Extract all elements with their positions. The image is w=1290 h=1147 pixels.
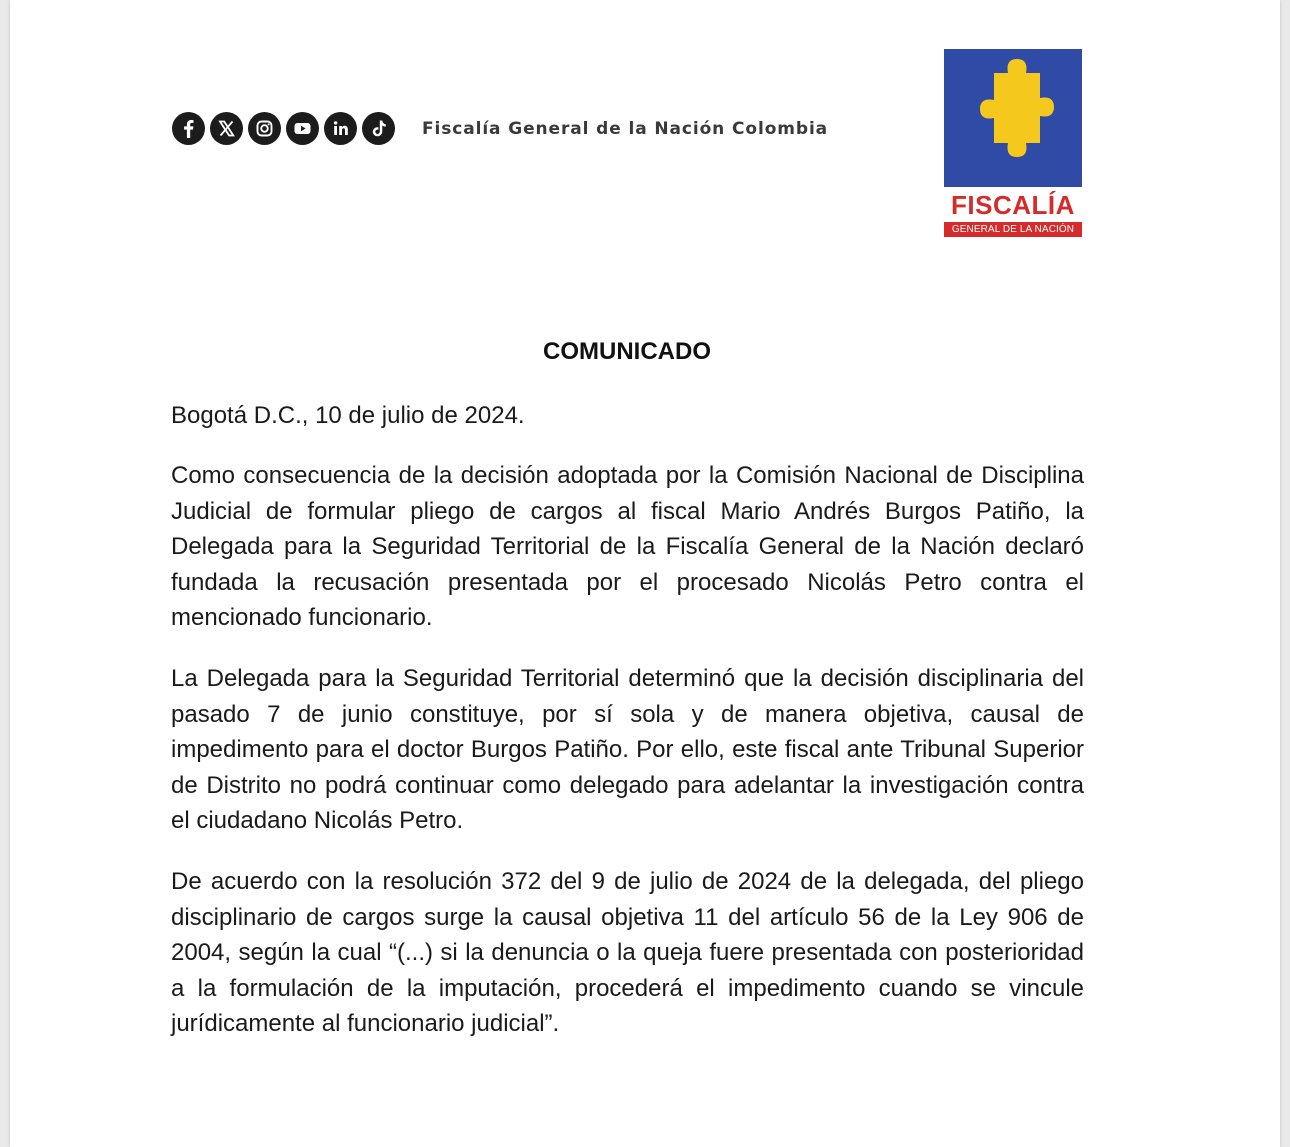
instagram-icon[interactable] xyxy=(248,112,281,145)
tiktok-icon[interactable] xyxy=(362,112,395,145)
logo-subtitle: GENERAL DE LA NACIÓN xyxy=(944,222,1082,237)
puzzle-piece-logo-icon xyxy=(944,49,1082,187)
paragraph-1: Como consecuencia de la decisión adoptada por la Comisión Nacional de Disciplina Judicial de formular pliego de cargos al fiscal Mario Andrés Burgos Patiño, la Delegada para la Seguridad Territorial de la Fiscalía General de la Nación declaró fundada la recusación presentada por el procesado Nicolás Petro contra el mencionado funcionario. xyxy=(171,462,1084,631)
x-icon[interactable] xyxy=(210,112,243,145)
paragraph-3: De acuerdo con la resolución 372 del 9 de julio de 2024 de la delegada, del pliego disciplinario de cargos surge la causal objetiva 11 del artículo 56 de la Ley 906 de 2004, según la cual “(...) si la denuncia o la queja fuere presentada con posterioridad a la formulación de la imputación, procederá el impedimento cuando se vincule jurídicamente al funcionario judicial”. xyxy=(171,868,1084,1037)
document-page xyxy=(10,0,1280,1147)
fiscalia-logo xyxy=(944,49,1082,237)
document-title: COMUNICADO xyxy=(543,338,711,365)
social-bar xyxy=(172,112,828,145)
organization-name: Fiscalía General de la Nación Colombia xyxy=(422,118,829,139)
linkedin-icon[interactable] xyxy=(324,112,357,145)
paragraph-2: La Delegada para la Seguridad Territorial determinó que la decisión disciplinaria del pasado 7 de junio constituye, por sí sola y de manera objetiva, causal de impedimento para el doctor Burgos Patiño. Por ello, este fiscal ante Tribunal Superior de Distrito no podrá continuar como delegado para adelantar la investigación contra el ciudadano Nicolás Petro. xyxy=(171,665,1084,834)
dateline: Bogotá D.C., 10 de julio de 2024. xyxy=(171,402,525,429)
youtube-icon[interactable] xyxy=(286,112,319,145)
logo-wordmark: FISCALÍA xyxy=(951,190,1075,220)
facebook-icon[interactable] xyxy=(172,112,205,145)
